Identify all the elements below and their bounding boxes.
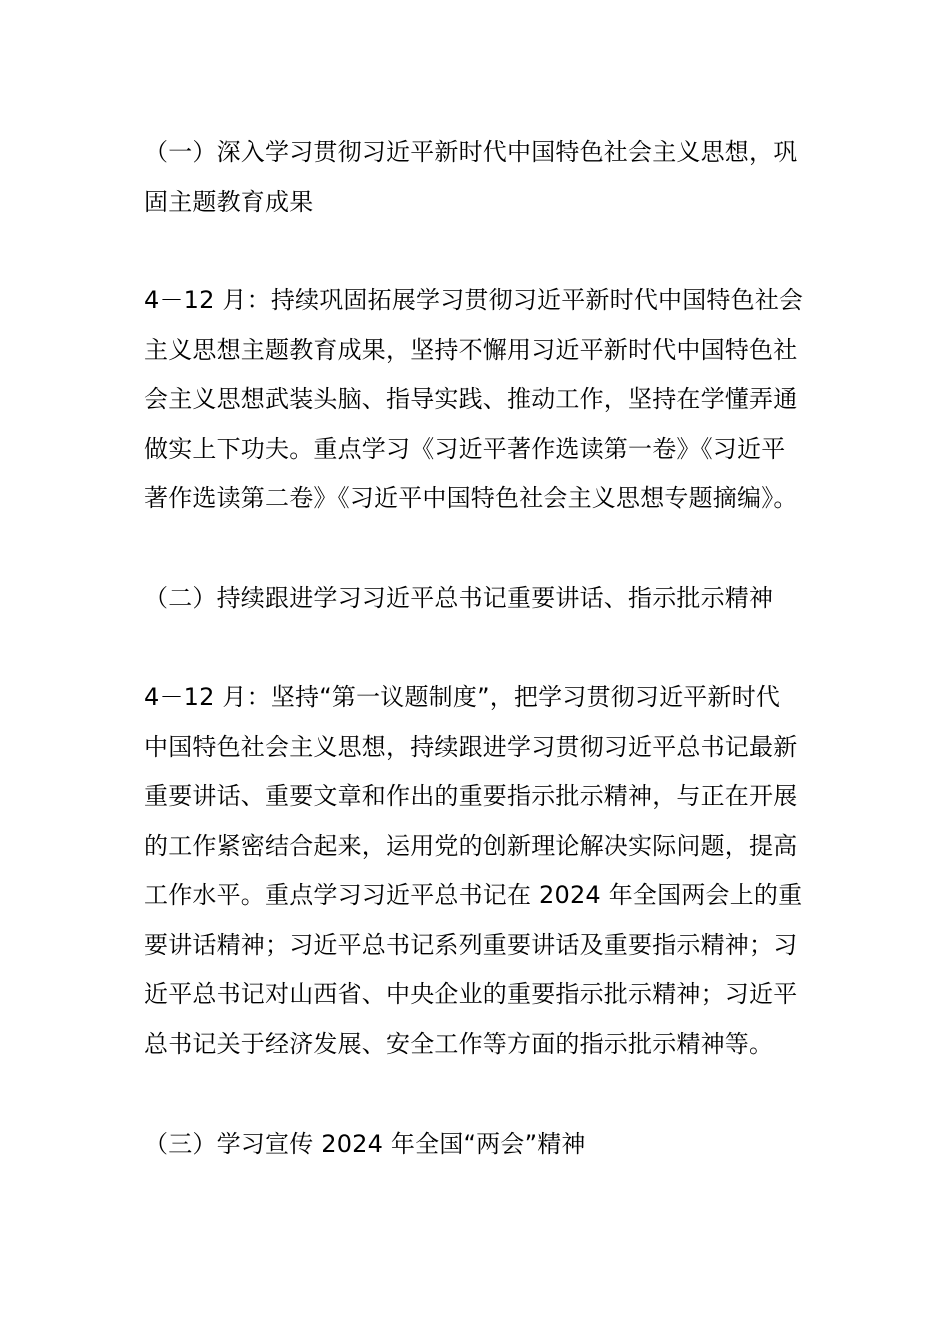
paragraph-line: 做实上下功夫。重点学习《习近平著作选读第一卷》《习近平 [144, 434, 786, 463]
heading-line: （一）深入学习贯彻习近平新时代中国特色社会主义思想，巩 [144, 138, 798, 166]
paragraph-line: 要讲话精神；习近平总书记系列重要讲话及重要指示精神；习 [144, 930, 798, 959]
section-2-paragraph [144, 673, 809, 1069]
heading-line: （二）持续跟进学习习近平总书记重要讲话、指示批示精神 [144, 584, 774, 612]
paragraph-line: 工作水平。重点学习习近平总书记在 2024 年全国两会上的重 [144, 881, 803, 909]
paragraph-line: 会主义思想武装头脑、指导实践、推动工作，坚持在学懂弄通 [144, 385, 798, 413]
section-3-heading [144, 1120, 809, 1170]
section-2-heading [144, 574, 809, 624]
paragraph-line: 总书记关于经济发展、安全工作等方面的指示批示精神等。 [144, 1029, 774, 1058]
paragraph-line: 近平总书记对山西省、中央企业的重要指示批示精神；习近平 [144, 980, 798, 1008]
paragraph-line: 的工作紧密结合起来，运用党的创新理论解决实际问题，提高 [144, 831, 798, 860]
section-1-paragraph [144, 276, 809, 524]
paragraph-line: 中国特色社会主义思想，持续跟进学习贯彻习近平总书记最新 [144, 732, 798, 761]
paragraph-line: 主义思想主题教育成果，坚持不懈用习近平新时代中国特色社 [144, 335, 798, 364]
heading-line: （三）学习宣传 2024 年全国“两会”精神 [144, 1130, 586, 1158]
paragraph-line: 重要讲话、重要文章和作出的重要指示批示精神，与正在开展 [144, 782, 798, 810]
paragraph-line: 4－12 月：持续巩固拓展学习贯彻习近平新时代中国特色社会 [144, 286, 804, 314]
section-1-heading [144, 128, 809, 227]
heading-line: 固主题教育成果 [144, 187, 314, 216]
paragraph-line: 4－12 月：坚持“第一议题制度”，把学习贯彻习近平新时代 [144, 683, 781, 711]
paragraph-line: 著作选读第二卷》《习近平中国特色社会主义思想专题摘编》。 [144, 484, 798, 512]
